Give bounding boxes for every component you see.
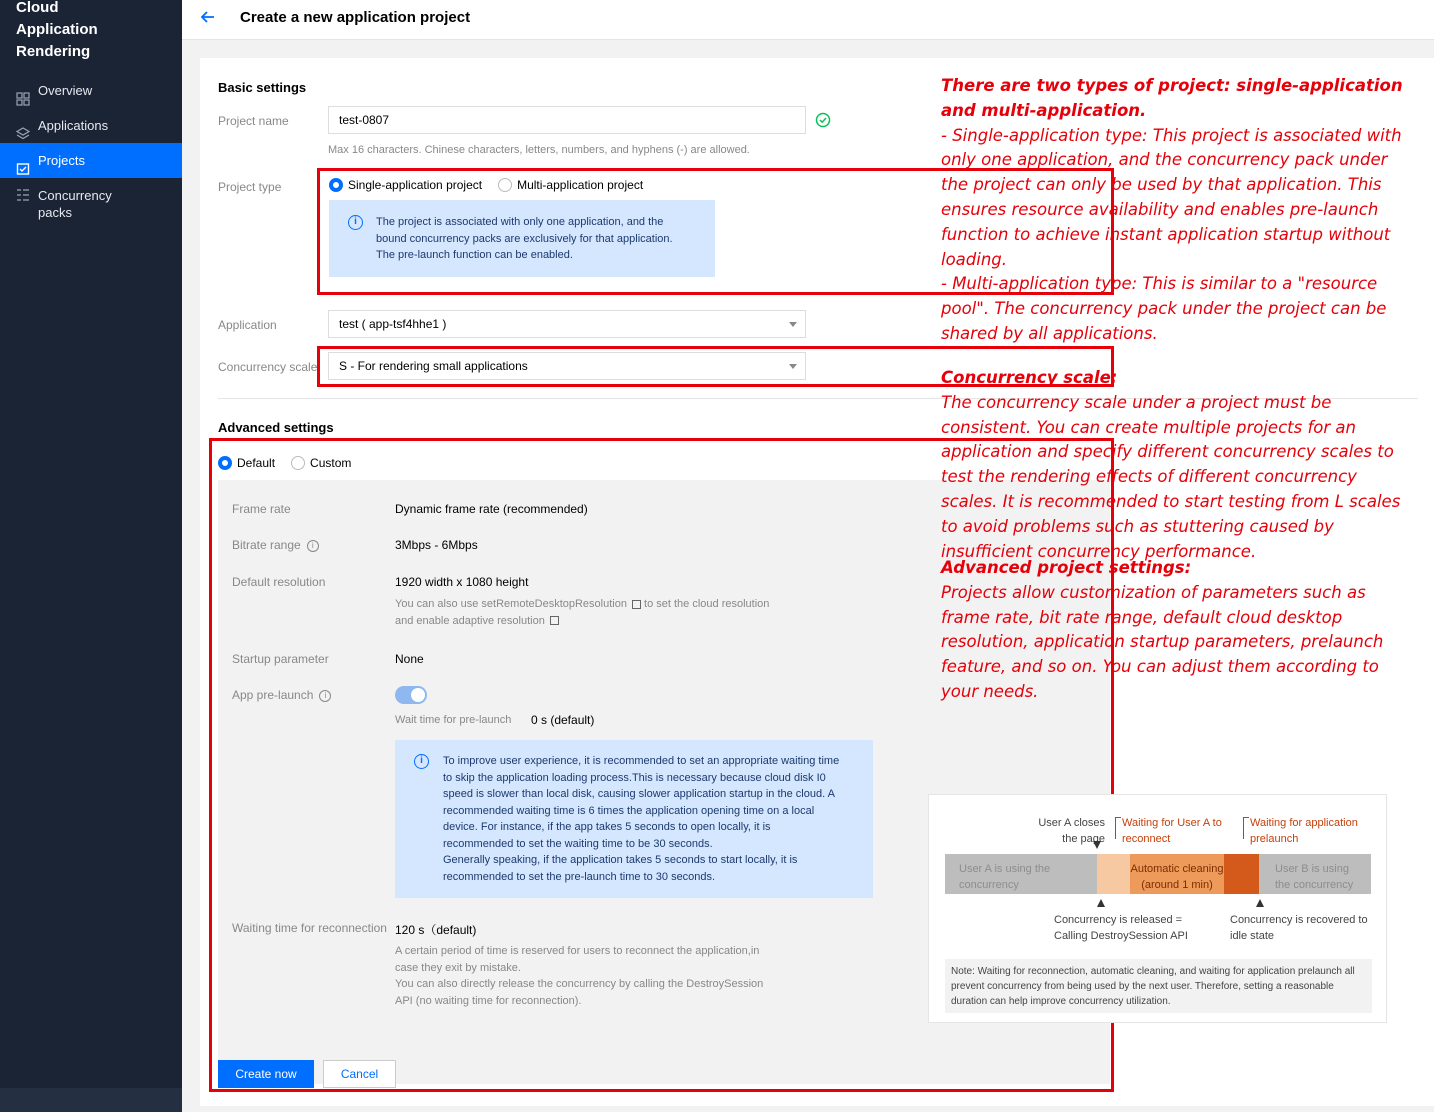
- segment-user-a-using: [945, 854, 1097, 894]
- diagram-note: Note: Waiting for reconnection, automatic cleaning, and waiting for application prelaunch all prevent concurrency from being used by the next user. Therefore, setting a reasonable duration can help improve concurrency utilization.: [945, 959, 1372, 1013]
- annotation-heading: There are two types of project: single-application and multi-application.: [941, 76, 1403, 120]
- resolution-label: Default resolution: [232, 575, 326, 589]
- create-now-button[interactable]: Create now: [218, 1060, 314, 1088]
- label-concurrency-recovered: Concurrency is recovered to idle state: [1230, 914, 1368, 942]
- project-name-hint: Max 16 characters. Chinese characters, letters, numbers, and hyphens (-) are allowed.: [328, 144, 750, 156]
- project-type-label: Project type: [218, 180, 282, 194]
- label-user-a-closes: User A closes the page: [1038, 817, 1105, 845]
- sidebar-item-applications[interactable]: [0, 108, 182, 143]
- bitrate-value: 3Mbps - 6Mbps: [395, 538, 478, 552]
- frame-rate-value: Dynamic frame rate (recommended): [395, 502, 588, 516]
- info-icon[interactable]: i: [319, 690, 331, 702]
- layers-icon: [16, 119, 30, 133]
- reconnect-label: Waiting time for reconnection: [232, 921, 387, 935]
- arrow-up-icon: [1097, 899, 1105, 907]
- grid-icon: [16, 84, 30, 98]
- sidebar-item-overview[interactable]: [0, 73, 182, 108]
- project-name-label: Project name: [218, 114, 289, 128]
- segment-waiting-reconnect: [1097, 854, 1130, 894]
- radio-label: Single-application project: [348, 178, 483, 192]
- list-icon: [16, 188, 30, 202]
- radio-label: Default: [237, 456, 276, 470]
- label-waiting-reconnect: Waiting for User A to reconnect: [1122, 817, 1222, 845]
- sidebar-item-label: Applications: [38, 118, 109, 133]
- annotation-text: - Single-application type: This project is associated with only one application, and the concurrency pack under the project can only be used by that application. This ensures resource availability and enables pre-launch function to achieve instant application startup without loading.: [941, 125, 1402, 269]
- frame-rate-label: Frame rate: [232, 502, 291, 516]
- resolution-hint-text: and enable adaptive resolution: [395, 614, 545, 627]
- annotation-concurrency-scale: [941, 366, 1416, 564]
- concurrency-timeline-diagram: [928, 794, 1387, 1023]
- back-arrow-icon[interactable]: [199, 8, 217, 26]
- advanced-settings-title: Advanced settings: [218, 420, 334, 435]
- segment-label: User B is using the concurrency: [1275, 863, 1354, 891]
- radio-label: Multi-application project: [517, 178, 644, 192]
- concurrency-scale-value: S - For rendering small applications: [339, 359, 528, 373]
- prelaunch-label-text: App pre-launch: [232, 688, 314, 702]
- bracket-prelaunch: [1243, 817, 1249, 839]
- segment-auto-cleaning: [1130, 854, 1224, 894]
- reconnect-hint-text: You can also directly release the concurrency by calling the DestroySession API (no waiting time for reconnection).: [395, 978, 764, 1007]
- project-name-input[interactable]: test-0807: [328, 106, 806, 134]
- sidebar-item-projects[interactable]: [0, 143, 182, 178]
- radio-label: Custom: [310, 456, 352, 470]
- annotation-text: Projects allow customization of parameters such as frame rate, bit rate range, default cloud desktop resolution, application startup parameters, prelaunch feature, and so on. You can adjust them according to your needs.: [941, 582, 1384, 701]
- sidebar: [0, 0, 182, 1112]
- arrow-down-icon: [1093, 841, 1101, 849]
- project-icon: [16, 154, 30, 168]
- prelaunch-info-paragraph: To improve user experience, it is recommended to set an appropriate waiting time to skip the application loading process.This is necessary because cloud disk I0 speed is slower than local disk, causing slower application startup in the cloud. A recommended waiting time is 6 times the application opening time on a local device. For instance, if the app takes 5 seconds to open locally, it is recommended to set the waiting time to be 30 seconds.: [443, 755, 840, 850]
- prelaunch-info-paragraph: Generally speaking, if the application takes 5 seconds to start locally, it is recommended to set the pre-launch time to 30 seconds.: [443, 854, 798, 883]
- sidebar-item-label: Projects: [38, 153, 85, 168]
- arrow-up-icon: [1256, 899, 1264, 907]
- annotation-project-types: [941, 74, 1411, 347]
- annotation-heading: Concurrency scale:: [941, 368, 1118, 387]
- annotation-text: - Multi-application type: This is similar to a "resource pool". The concurrency pack under the project can be shared by all applications.: [941, 274, 1387, 343]
- info-icon: i: [348, 215, 363, 230]
- label-concurrency-released: Concurrency is released = Calling DestroySession API: [1054, 914, 1188, 942]
- segment-waiting-prelaunch: [1224, 854, 1259, 894]
- app-brand: Cloud Application Rendering: [16, 0, 98, 60]
- annotation-heading: Advanced project settings:: [941, 558, 1192, 577]
- project-type-info-text: The project is associated with only one application, and the bound concurrency packs are exclusively for that application. The pre-launch function can be enabled.: [376, 216, 673, 261]
- application-label: Application: [218, 318, 277, 332]
- annotation-text: The concurrency scale under a project must be consistent. You can create multiple projects for an application and specify different concurrency scales to test the rendering effects of different concurrency scales. It is recommended to start testing from L scales to avoid problems such as stuttering caused by insufficient concurrency performance.: [941, 392, 1401, 561]
- sidebar-item-label: Concurrency packs: [38, 188, 112, 220]
- resolution-value: 1920 width x 1080 height: [395, 575, 529, 589]
- chevron-down-icon: [789, 322, 797, 327]
- prelaunch-wait-label: Wait time for pre-launch: [395, 714, 512, 726]
- bracket-reconnect: [1115, 817, 1121, 839]
- info-icon[interactable]: i: [307, 540, 319, 552]
- segment-user-b-using: [1259, 854, 1371, 894]
- page-title: Create a new application project: [240, 9, 471, 26]
- label-waiting-prelaunch: Waiting for application prelaunch: [1250, 817, 1358, 845]
- segment-label: Automatic cleaning (around 1 min): [1130, 863, 1224, 891]
- startup-parameter-value: None: [395, 652, 424, 666]
- basic-settings-title: Basic settings: [218, 80, 307, 95]
- reconnect-value: 120 s（default): [395, 923, 477, 937]
- prelaunch-wait-value: 0 s (default): [531, 713, 595, 727]
- annotation-advanced-settings: [941, 556, 1411, 705]
- concurrency-scale-label: Concurrency scale: [218, 360, 318, 374]
- segment-label: User A is using the concurrency: [959, 863, 1051, 891]
- resolution-hint-text: to set the cloud resolution: [644, 598, 770, 610]
- sidebar-footer: [0, 1088, 182, 1112]
- reconnect-hint-text: A certain period of time is reserved for users to reconnect the application,in case they exit by mistake.: [395, 945, 760, 974]
- application-select-value: test ( app-tsf4hhe1 ): [339, 317, 447, 331]
- info-icon: i: [414, 754, 429, 769]
- sidebar-item-concurrency-packs[interactable]: [0, 178, 182, 228]
- sidebar-item-label: Overview: [38, 83, 93, 98]
- bitrate-label-text: Bitrate range: [232, 538, 301, 552]
- cancel-button[interactable]: Cancel: [323, 1060, 396, 1088]
- page-header: [182, 0, 1434, 40]
- application-select[interactable]: [328, 310, 806, 338]
- startup-parameter-label: Startup parameter: [232, 652, 329, 666]
- resolution-hint-text: You can also use setRemoteDesktopResolution: [395, 598, 627, 610]
- check-circle-icon: [815, 112, 831, 131]
